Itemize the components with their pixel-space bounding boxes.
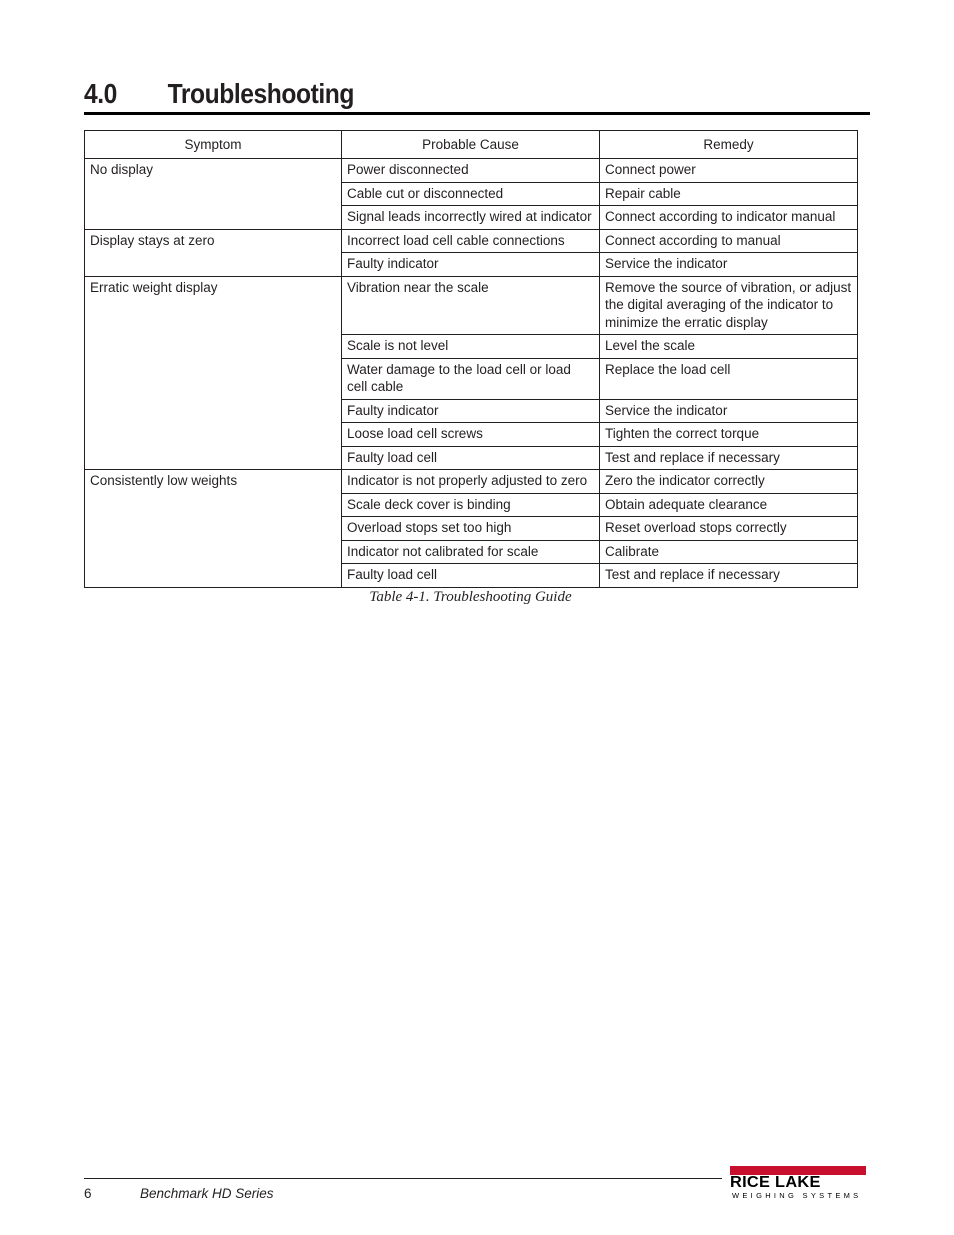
- cause-cell: Indicator is not properly adjusted to zero: [342, 470, 600, 494]
- table-header-row: [85, 131, 858, 159]
- logo-brand: RICE LAKE: [730, 1174, 821, 1191]
- symptom-cell: Display stays at zero: [85, 229, 342, 276]
- cause-cell: Faulty indicator: [342, 253, 600, 277]
- remedy-cell: Reset overload stops correctly: [600, 517, 858, 541]
- troubleshooting-table: [84, 130, 858, 588]
- section-title: Troubleshooting: [167, 78, 354, 109]
- section-number: 4.0: [84, 78, 117, 109]
- remedy-cell: Zero the indicator correctly: [600, 470, 858, 494]
- remedy-cell: Connect according to indicator manual: [600, 206, 858, 230]
- symptom-cell: Consistently low weights: [85, 470, 342, 588]
- cause-cell: Power disconnected: [342, 159, 600, 183]
- table-body: [85, 159, 858, 588]
- symptom-cell: Erratic weight display: [85, 276, 342, 470]
- cause-cell: Scale is not level: [342, 335, 600, 359]
- remedy-cell: Remove the source of vibration, or adjust the digital averaging of the indicator to minimize the erratic display: [600, 276, 858, 335]
- remedy-cell: Level the scale: [600, 335, 858, 359]
- cause-cell: Indicator not calibrated for scale: [342, 540, 600, 564]
- table-row: [85, 470, 858, 494]
- cause-cell: Water damage to the load cell or load cell cable: [342, 358, 600, 399]
- page-number: 6: [84, 1186, 92, 1201]
- table-caption: Table 4-1. Troubleshooting Guide: [369, 589, 572, 605]
- remedy-cell: Tighten the correct torque: [600, 423, 858, 447]
- rice-lake-logo: [730, 1166, 868, 1202]
- footer-rule: [84, 1178, 722, 1179]
- cause-cell: Vibration near the scale: [342, 276, 600, 335]
- remedy-cell: Connect according to manual: [600, 229, 858, 253]
- cause-cell: Faulty load cell: [342, 564, 600, 588]
- cause-cell: Scale deck cover is binding: [342, 493, 600, 517]
- cause-cell: Signal leads incorrectly wired at indicator: [342, 206, 600, 230]
- header-probable-cause: Probable Cause: [342, 131, 600, 159]
- section-heading: [84, 72, 776, 110]
- remedy-cell: Service the indicator: [600, 399, 858, 423]
- symptom-cell: No display: [85, 159, 342, 230]
- cause-cell: Loose load cell screws: [342, 423, 600, 447]
- table-row: [85, 229, 858, 253]
- table-row: [85, 159, 858, 183]
- remedy-cell: Calibrate: [600, 540, 858, 564]
- header-symptom: Symptom: [85, 131, 342, 159]
- cause-cell: Faulty indicator: [342, 399, 600, 423]
- remedy-cell: Replace the load cell: [600, 358, 858, 399]
- cause-cell: Cable cut or disconnected: [342, 182, 600, 206]
- remedy-cell: Service the indicator: [600, 253, 858, 277]
- cause-cell: Incorrect load cell cable connections: [342, 229, 600, 253]
- cause-cell: Faulty load cell: [342, 446, 600, 470]
- remedy-cell: Test and replace if necessary: [600, 564, 858, 588]
- table-row: [85, 276, 858, 335]
- heading-rule: [84, 112, 870, 115]
- remedy-cell: Connect power: [600, 159, 858, 183]
- remedy-cell: Test and replace if necessary: [600, 446, 858, 470]
- remedy-cell: Obtain adequate clearance: [600, 493, 858, 517]
- series-name: Benchmark HD Series: [140, 1186, 274, 1201]
- cause-cell: Overload stops set too high: [342, 517, 600, 541]
- remedy-cell: Repair cable: [600, 182, 858, 206]
- logo-tagline: WEIGHING SYSTEMS: [732, 1191, 862, 1200]
- header-remedy: Remedy: [600, 131, 858, 159]
